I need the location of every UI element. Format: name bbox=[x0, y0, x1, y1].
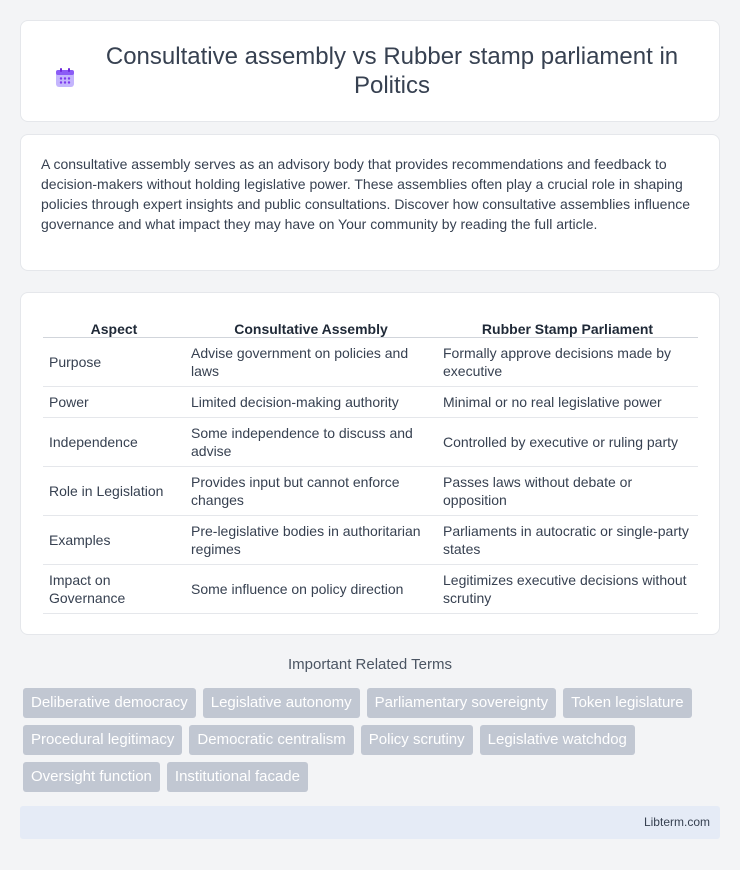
intro-paragraph: A consultative assembly serves as an advisory body that provides recommendations and feedback to decision-makers without holding legislative power. These assemblies often play a crucial role in shaping policies through expert insights and public consultations. Discover how consultative assemblies influence governance and what impact they may have on Your community by reading the full article. bbox=[41, 156, 691, 232]
related-term-tag[interactable]: Oversight function bbox=[23, 762, 160, 792]
row-consultative: Limited decision-making authority bbox=[185, 386, 437, 417]
related-term-tag[interactable]: Legislative autonomy bbox=[203, 688, 360, 718]
row-rubber-stamp: Formally approve decisions made by executive bbox=[437, 337, 698, 386]
table-row bbox=[43, 417, 698, 466]
related-terms-list bbox=[23, 688, 723, 799]
row-consultative: Provides input but cannot enforce changes bbox=[185, 466, 437, 515]
related-term-tag[interactable]: Deliberative democracy bbox=[23, 688, 196, 718]
table-row bbox=[43, 386, 698, 417]
related-term-tag[interactable]: Parliamentary sovereignty bbox=[367, 688, 556, 718]
header-aspect: Aspect bbox=[43, 315, 185, 337]
row-aspect: Impact on Governance bbox=[43, 564, 185, 613]
table-header-row bbox=[43, 315, 698, 337]
row-consultative: Some influence on policy direction bbox=[185, 564, 437, 613]
row-rubber-stamp: Passes laws without debate or opposition bbox=[437, 466, 698, 515]
table-row bbox=[43, 515, 698, 564]
comparison-card bbox=[20, 292, 720, 635]
row-consultative: Pre-legislative bodies in authoritarian regimes bbox=[185, 515, 437, 564]
row-rubber-stamp: Legitimizes executive decisions without scrutiny bbox=[437, 564, 698, 613]
intro-card bbox=[20, 134, 720, 271]
title-wrap bbox=[50, 42, 690, 100]
table-row bbox=[43, 337, 698, 386]
row-rubber-stamp: Minimal or no real legislative power bbox=[437, 386, 698, 417]
related-term-tag[interactable]: Token legislature bbox=[563, 688, 692, 718]
related-term-tag[interactable]: Procedural legitimacy bbox=[23, 725, 182, 755]
comparison-table bbox=[43, 315, 698, 614]
related-term-tag[interactable]: Democratic centralism bbox=[189, 725, 353, 755]
header-rubber-stamp-parliament: Rubber Stamp Parliament bbox=[437, 315, 698, 337]
row-aspect: Power bbox=[43, 386, 185, 417]
footer-site-link[interactable]: Libterm.com bbox=[643, 815, 710, 829]
related-term-tag[interactable]: Legislative watchdog bbox=[480, 725, 635, 755]
calendar-icon bbox=[53, 66, 77, 90]
row-consultative: Advise government on policies and laws bbox=[185, 337, 437, 386]
footer bbox=[20, 806, 720, 839]
page-title: Consultative assembly vs Rubber stamp parliament in Politics bbox=[105, 43, 679, 99]
row-aspect: Independence bbox=[43, 417, 185, 466]
row-consultative: Some independence to discuss and advise bbox=[185, 417, 437, 466]
table-row bbox=[43, 564, 698, 613]
title-card bbox=[20, 20, 720, 122]
row-rubber-stamp: Parliaments in autocratic or single-party states bbox=[437, 515, 698, 564]
related-term-tag[interactable]: Policy scrutiny bbox=[361, 725, 473, 755]
row-aspect: Examples bbox=[43, 515, 185, 564]
row-aspect: Role in Legislation bbox=[43, 466, 185, 515]
header-consultative-assembly: Consultative Assembly bbox=[185, 315, 437, 337]
related-terms-title: Important Related Terms bbox=[288, 656, 452, 673]
table-row bbox=[43, 466, 698, 515]
row-aspect: Purpose bbox=[43, 337, 185, 386]
related-term-tag[interactable]: Institutional facade bbox=[167, 762, 308, 792]
row-rubber-stamp: Controlled by executive or ruling party bbox=[437, 417, 698, 466]
